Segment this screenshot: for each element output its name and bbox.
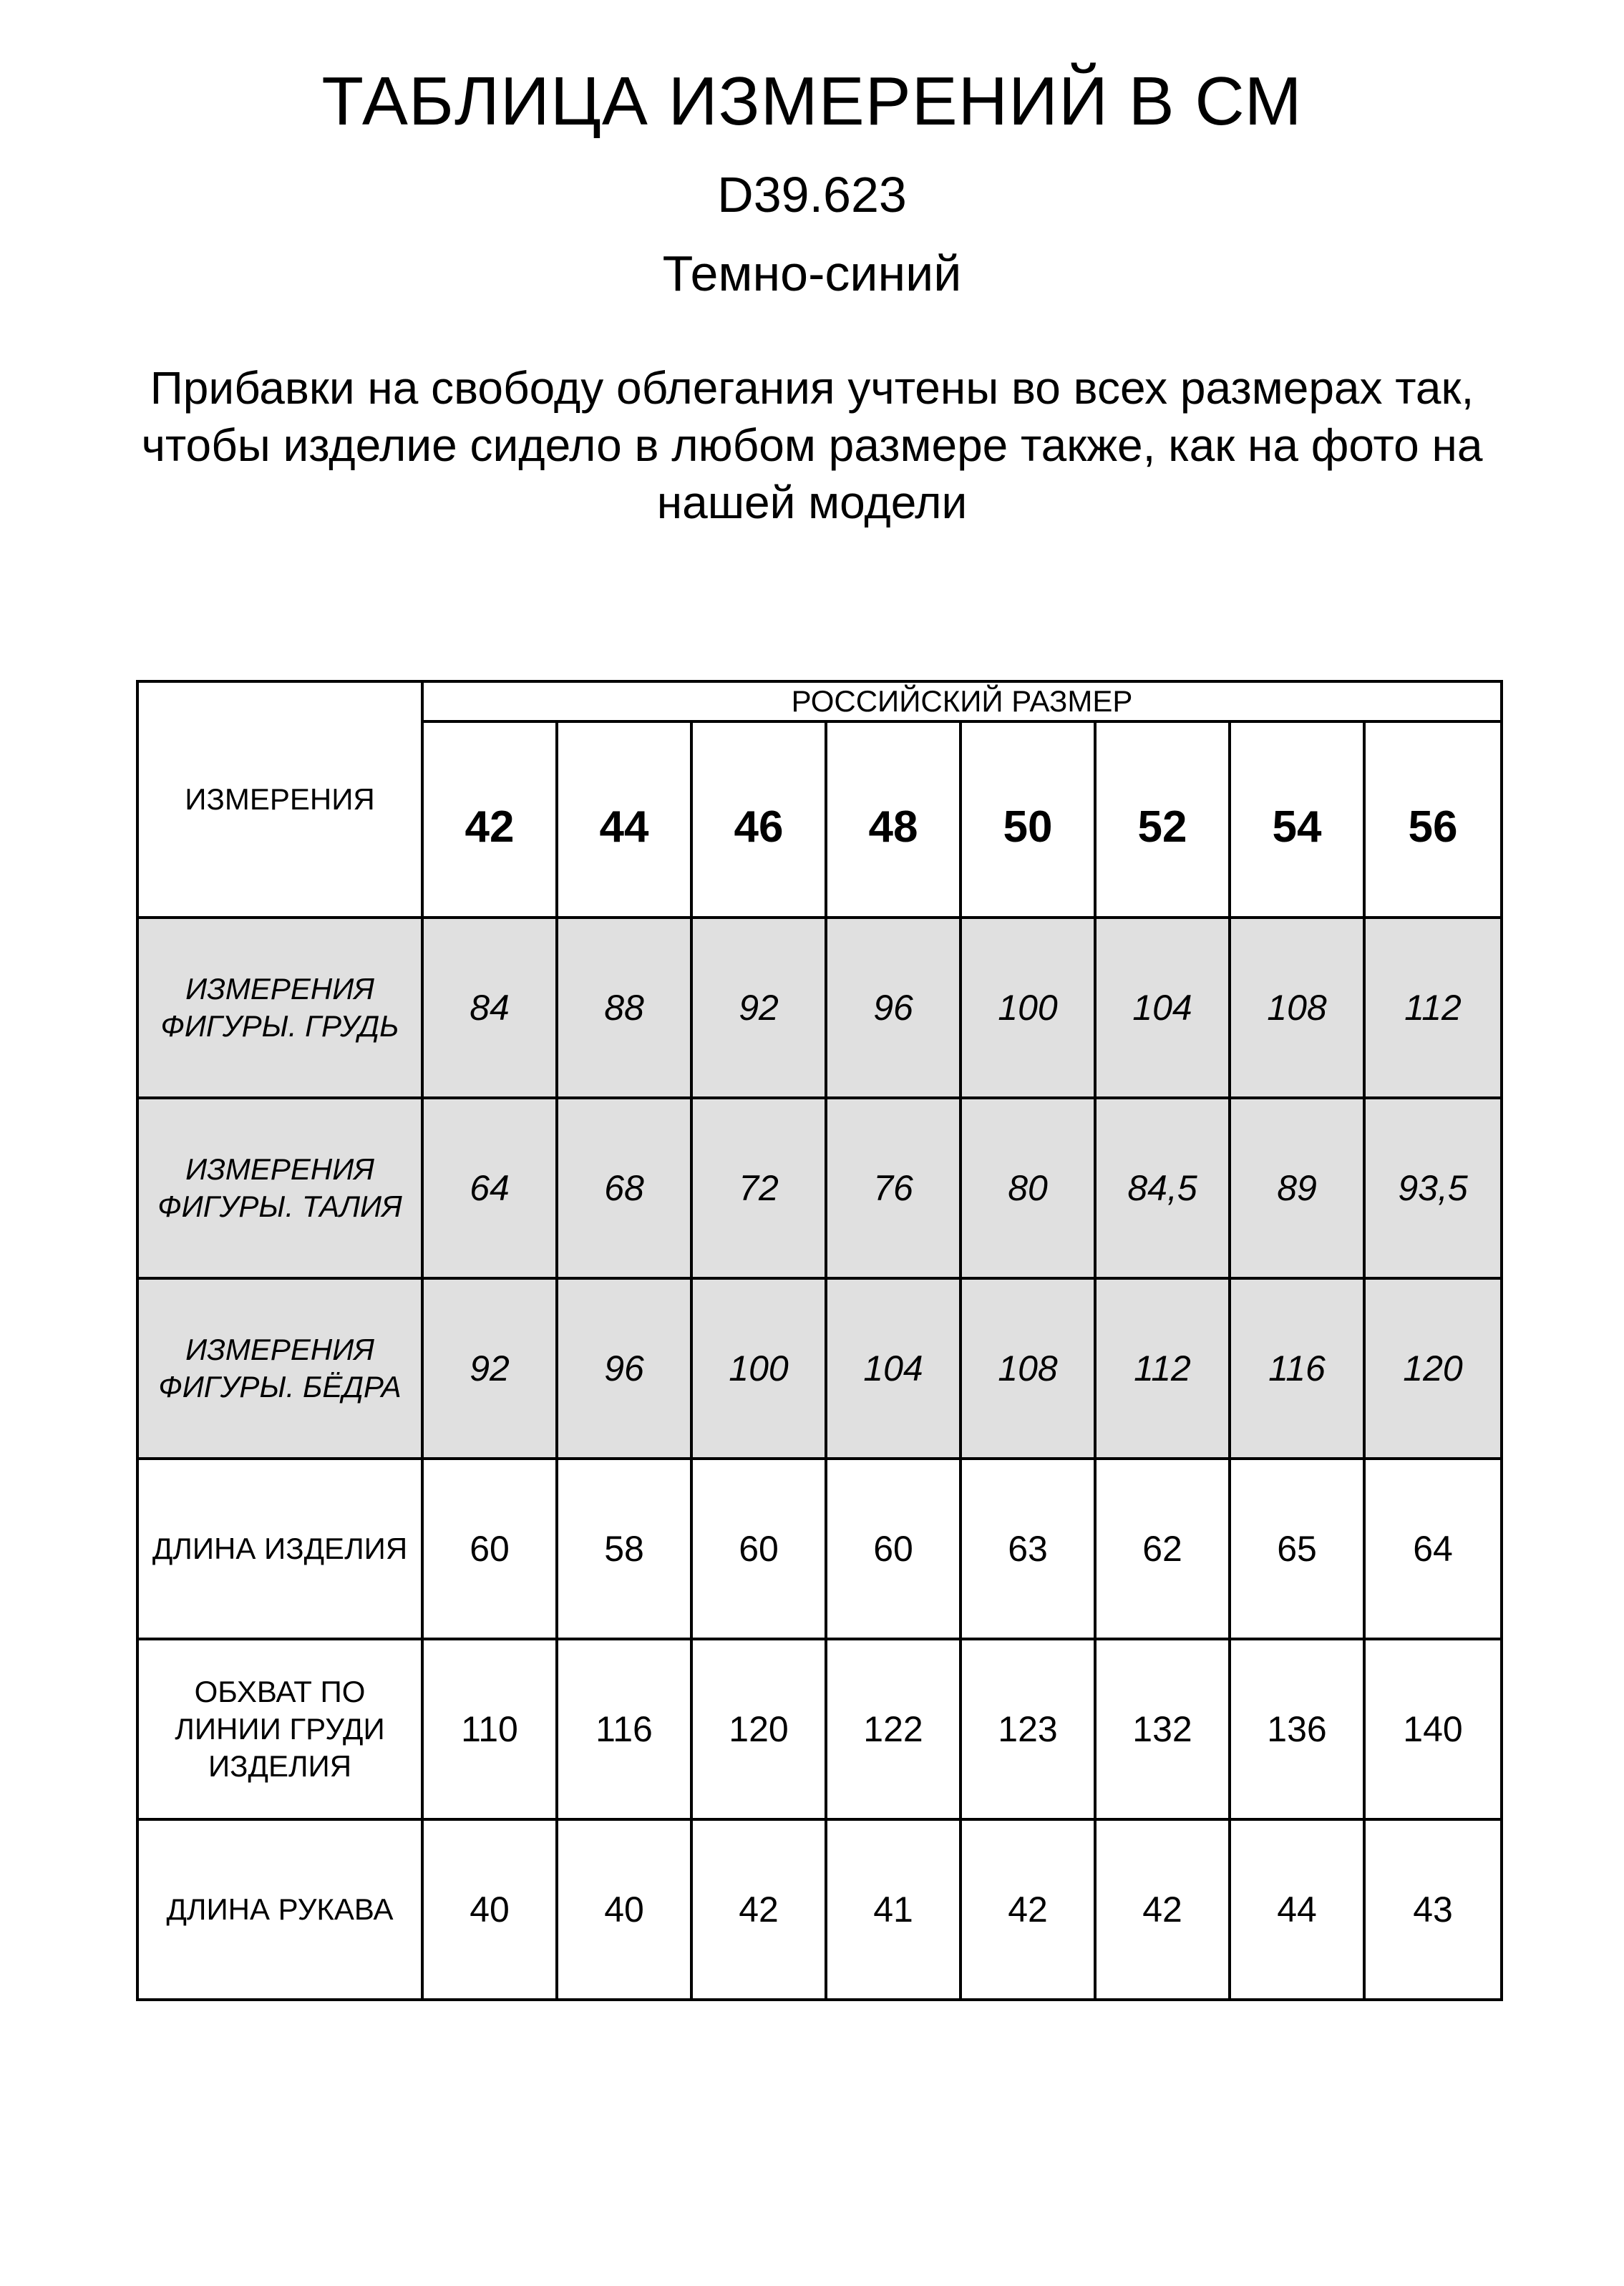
table-cell: 42 [1095, 1819, 1230, 2000]
table-cell: 93,5 [1364, 1098, 1502, 1278]
table-cell: 136 [1230, 1639, 1364, 1819]
table-cell: 123 [961, 1639, 1095, 1819]
size-header: 54 [1230, 721, 1364, 918]
table-cell: 116 [557, 1639, 691, 1819]
size-header: 52 [1095, 721, 1230, 918]
table-row-garment-chest [137, 1639, 1502, 1819]
table-cell: 132 [1095, 1639, 1230, 1819]
table-cell: 41 [826, 1819, 961, 2000]
table-cell: 64 [1364, 1459, 1502, 1639]
table-row-sleeve-length [137, 1819, 1502, 2000]
page-title: ТАБЛИЦА ИЗМЕРЕНИЙ В СМ [321, 63, 1303, 140]
row-label: ИЗМЕРЕНИЯ ФИГУРЫ. ГРУДЬ [137, 918, 422, 1098]
table-cell: 84,5 [1095, 1098, 1230, 1278]
table-cell: 42 [961, 1819, 1095, 2000]
table-cell: 116 [1230, 1278, 1364, 1459]
table-cell: 60 [422, 1459, 557, 1639]
fit-note: Прибавки на свободу облегания учтены во всех размерах так, чтобы изделие сидело в любом размере также, как на фото на нашей модели [141, 362, 1483, 528]
table-cell: 120 [1364, 1278, 1502, 1459]
color-name: Темно-синий [662, 245, 962, 301]
table-cell: 100 [691, 1278, 826, 1459]
table-cell: 100 [961, 918, 1095, 1098]
table-row-waist [137, 1098, 1502, 1278]
table-cell: 104 [1095, 918, 1230, 1098]
row-label: ИЗМЕРЕНИЯ ФИГУРЫ. ТАЛИЯ [137, 1098, 422, 1278]
table-cell: 80 [961, 1098, 1095, 1278]
model-code: D39.623 [717, 167, 907, 223]
table-cell: 72 [691, 1098, 826, 1278]
table-cell: 43 [1364, 1819, 1502, 2000]
table-cell: 76 [826, 1098, 961, 1278]
table-cell: 120 [691, 1639, 826, 1819]
size-header: 44 [557, 721, 691, 918]
table-cell: 92 [691, 918, 826, 1098]
table-row-chest [137, 918, 1502, 1098]
table-cell: 65 [1230, 1459, 1364, 1639]
table-row-hips [137, 1278, 1502, 1459]
table-cell: 122 [826, 1639, 961, 1819]
table-cell: 92 [422, 1278, 557, 1459]
table-cell: 140 [1364, 1639, 1502, 1819]
table-cell: 110 [422, 1639, 557, 1819]
size-header: 48 [826, 721, 961, 918]
table-cell: 104 [826, 1278, 961, 1459]
measurements-header: ИЗМЕРЕНИЯ [137, 681, 422, 918]
table-cell: 64 [422, 1098, 557, 1278]
table-cell: 60 [826, 1459, 961, 1639]
size-header: 56 [1364, 721, 1502, 918]
size-group-header: РОССИЙСКИЙ РАЗМЕР [422, 681, 1502, 721]
table-cell: 60 [691, 1459, 826, 1639]
row-label: ИЗМЕРЕНИЯ ФИГУРЫ. БЁДРА [137, 1278, 422, 1459]
row-label: ДЛИНА ИЗДЕЛИЯ [137, 1459, 422, 1639]
size-table [136, 680, 1503, 2001]
table-cell: 88 [557, 918, 691, 1098]
table-cell: 112 [1095, 1278, 1230, 1459]
table-cell: 44 [1230, 1819, 1364, 2000]
table-cell: 68 [557, 1098, 691, 1278]
table-cell: 89 [1230, 1098, 1364, 1278]
row-label: ОБХВАТ ПО ЛИНИИ ГРУДИ ИЗДЕЛИЯ [137, 1639, 422, 1819]
table-cell: 63 [961, 1459, 1095, 1639]
table-cell: 58 [557, 1459, 691, 1639]
size-header: 46 [691, 721, 826, 918]
table-cell: 84 [422, 918, 557, 1098]
size-header: 50 [961, 721, 1095, 918]
table-cell: 40 [422, 1819, 557, 2000]
size-header: 42 [422, 721, 557, 918]
table-cell: 42 [691, 1819, 826, 2000]
table-cell: 108 [1230, 918, 1364, 1098]
table-row-garment-length [137, 1459, 1502, 1639]
table-cell: 96 [557, 1278, 691, 1459]
table-cell: 40 [557, 1819, 691, 2000]
table-cell: 108 [961, 1278, 1095, 1459]
row-label: ДЛИНА РУКАВА [137, 1819, 422, 2000]
table-cell: 96 [826, 918, 961, 1098]
table-cell: 112 [1364, 918, 1502, 1098]
table-cell: 62 [1095, 1459, 1230, 1639]
